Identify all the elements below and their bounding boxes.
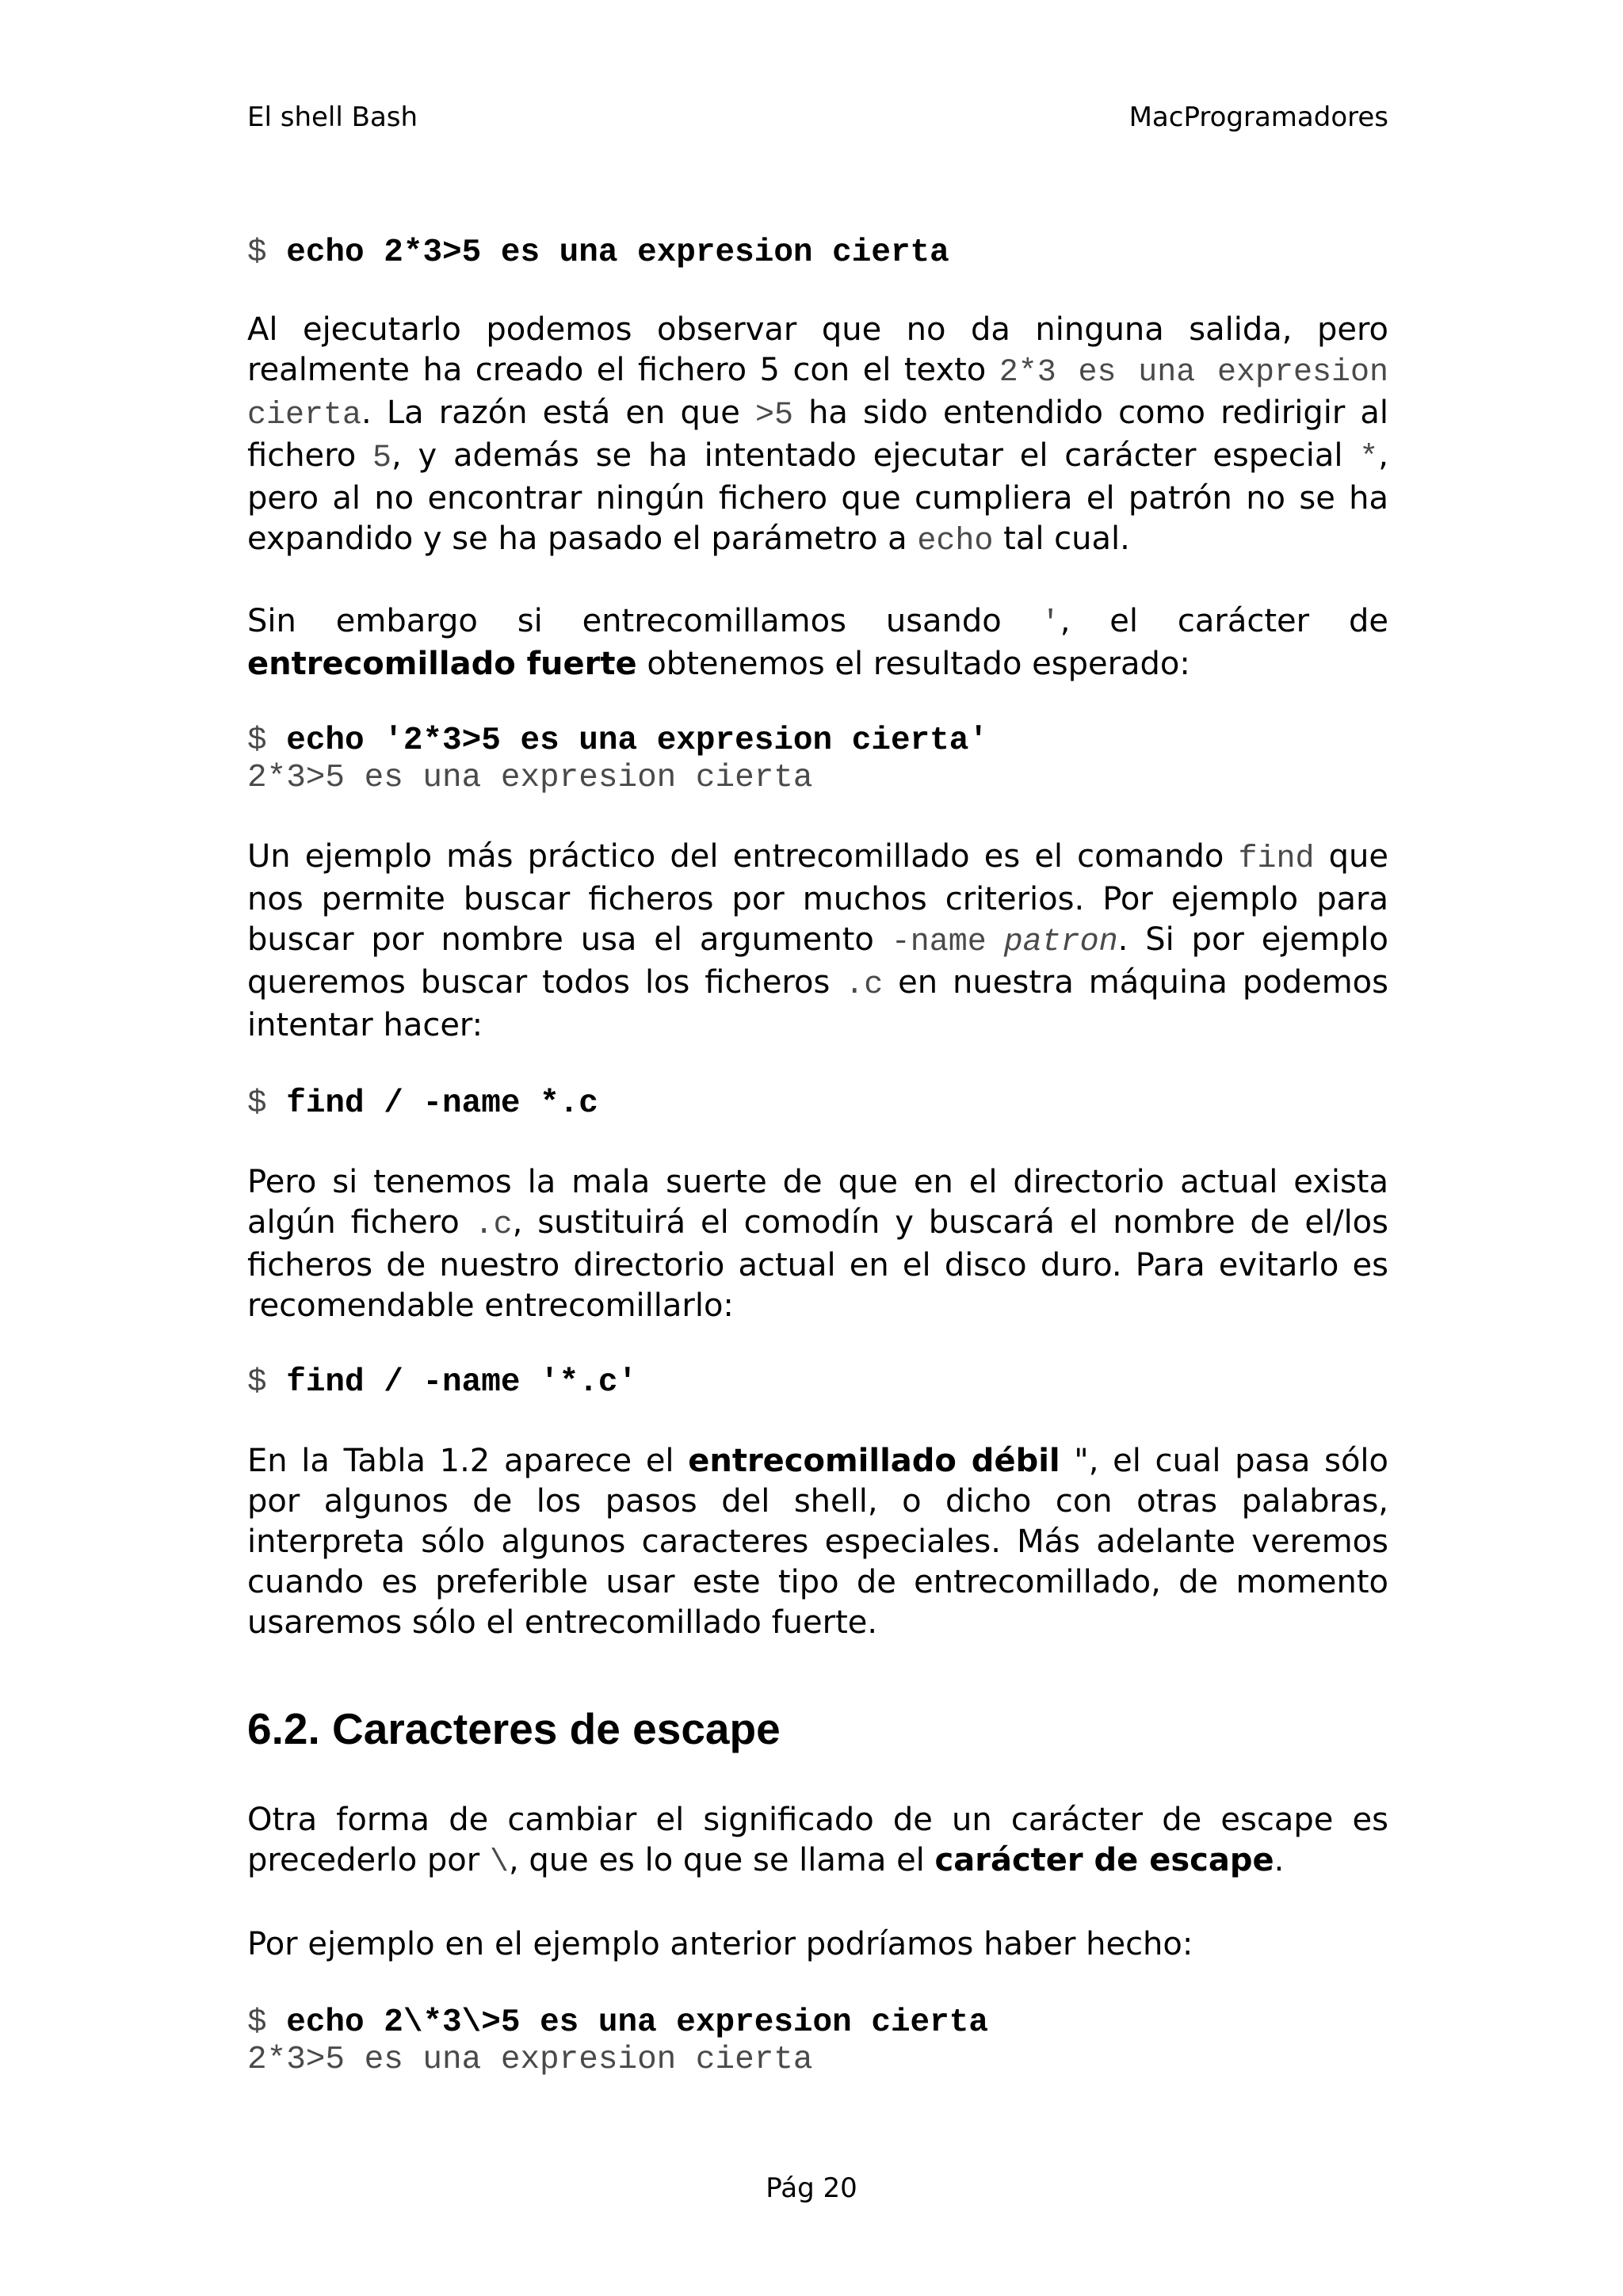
paragraph-7 (247, 1924, 1388, 1965)
inline-code: .c (845, 967, 884, 1003)
text-run: , el carácter de (1060, 603, 1388, 639)
text-run: , que es lo que se llama el (508, 1842, 935, 1878)
text-run: tal cual. (993, 521, 1130, 557)
inline-code: find (1238, 841, 1315, 877)
text-run: Al ejecutarlo podemos observar que no da ninguna salida, pero realmente ha creado el fichero 5 con el texto (247, 311, 1388, 388)
inline-code: .c (474, 1207, 513, 1243)
text-run: . Si por ejemplo queremos buscar todos los ficheros (247, 921, 1388, 1001)
inline-code: ' (1041, 606, 1060, 642)
code-block-4 (247, 1364, 1388, 1402)
page-number: Pág 20 (766, 2172, 857, 2204)
paragraph-1 (247, 310, 1388, 562)
inline-code-italic: patron (1003, 925, 1118, 960)
text-run: , y además se ha intentado ejecutar el carácter especial (391, 437, 1360, 474)
code-output: 2*3>5 es una expresion cierta (247, 2042, 813, 2078)
text-run: ", el cual pasa sólo por algunos de los pasos del shell, o dicho con otras palabras, interpreta sólo algunos caracteres especiales. Más adelante veremos cuando es preferible usar este tipo de entrecomillado, de momento usaremos sólo el entrecomillado fuerte. (247, 1443, 1388, 1641)
bold-term: entrecomillado débil (688, 1443, 1060, 1479)
text-run: . (1274, 1842, 1285, 1878)
code-prompt: $ (247, 723, 267, 759)
code-command: echo '2*3>5 es una expresion cierta' (286, 723, 988, 759)
text-run: , sustituirá el comodín y buscará el nombre de el/los ficheros de nuestro directorio actual en el disco duro. Para evitarlo es recomendable entrecomillarlo: (247, 1204, 1388, 1324)
page-footer (0, 2171, 1623, 2206)
header-site-name: MacProgramadores (1128, 101, 1388, 133)
code-block-1 (247, 235, 1388, 272)
header-document-title: El shell Bash (247, 101, 418, 133)
text-run: Sin embargo si entrecomillamos usando (247, 603, 1041, 639)
inline-code: 2*3 es una expresion cierta (247, 355, 1388, 433)
text-run: Pero si tenemos la mala suerte de que en el directorio actual exista algún fichero (247, 1164, 1388, 1241)
paragraph-4 (247, 1162, 1388, 1326)
code-output: 2*3>5 es una expresion cierta (247, 760, 813, 796)
inline-code: 5 (372, 441, 392, 476)
code-prompt: $ (247, 2004, 267, 2041)
code-prompt: $ (247, 1085, 267, 1122)
inline-code: * (1359, 441, 1379, 476)
code-command: find / -name '*.c' (286, 1364, 638, 1401)
page-content (247, 235, 1388, 2079)
inline-code: >5 (754, 398, 793, 433)
text-run: , pero al no encontrar ningún fichero que cumpliera el patrón no se ha expandido y se ha pasado el parámetro a (247, 437, 1388, 557)
paragraph-2 (247, 601, 1388, 685)
bold-term: carácter de escape (934, 1842, 1274, 1878)
paragraph-6 (247, 1800, 1388, 1883)
text-run: ha sido entendido como redirigir al fichero (247, 395, 1388, 474)
paragraph-5 (247, 1441, 1388, 1643)
text-run: en nuestra máquina podemos intentar hacer: (247, 964, 1388, 1043)
text-run: Otra forma de cambiar el significado de un carácter de escape es precederlo por (247, 1802, 1388, 1878)
code-command: echo 2\*3\>5 es una expresion cierta (286, 2004, 988, 2041)
inline-code: \ (489, 1845, 509, 1881)
code-command: find / -name *.c (286, 1085, 598, 1122)
code-command: echo 2*3>5 es una expresion cierta (286, 235, 949, 271)
text-run: Por ejemplo en el ejemplo anterior podríamos haber hecho: (247, 1926, 1193, 1962)
inline-code: echo (917, 524, 994, 559)
code-block-2 (247, 723, 1388, 797)
section-heading: 6.2. Caracteres de escape (247, 1704, 781, 1753)
code-prompt: $ (247, 235, 267, 271)
code-prompt: $ (247, 1364, 267, 1401)
paragraph-3 (247, 837, 1388, 1046)
text-run: que nos permite buscar ficheros por muchos criterios. Por ejemplo para buscar por nombre usa el argumento (247, 838, 1388, 958)
text-run: obtenemos el resultado esperado: (636, 646, 1190, 682)
text-run: En la Tabla 1.2 aparece el (247, 1443, 689, 1479)
inline-code: -name (891, 925, 987, 960)
text-run: . La razón está en que (361, 395, 755, 431)
code-block-3 (247, 1085, 1388, 1123)
bold-term: entrecomillado fuerte (247, 646, 637, 682)
code-block-5 (247, 2004, 1388, 2079)
text-run: Un ejemplo más práctico del entrecomillado es el comando (247, 838, 1239, 875)
